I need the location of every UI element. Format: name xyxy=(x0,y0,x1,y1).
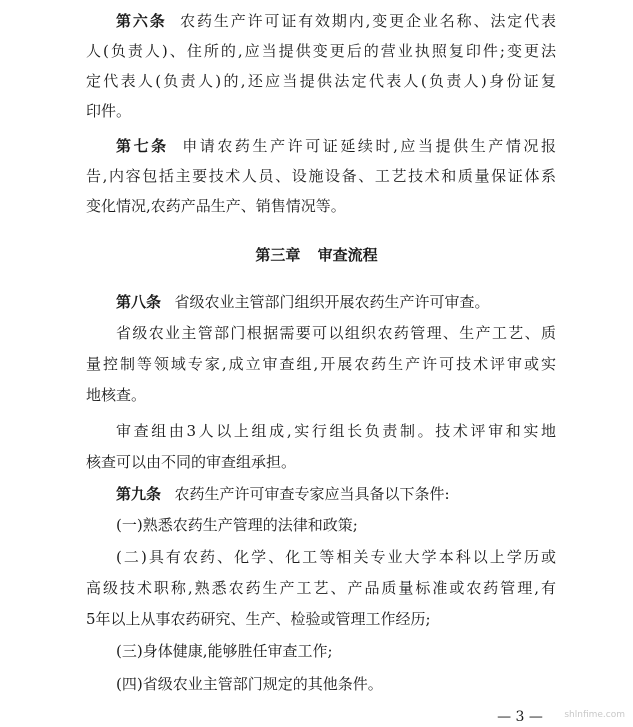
article9-item3: (三)身体健康,能够胜任审查工作; xyxy=(116,642,333,660)
article7-line2: 告,内容包括主要技术人员、设施设备、工艺技术和质量保证体系 xyxy=(86,167,556,185)
article9-line1 xyxy=(116,485,556,503)
article8-title: 第八条 xyxy=(116,293,162,311)
article6-text1: 农药生产许可证有效期内,变更企业名称、法定代表 xyxy=(180,12,556,30)
chapter-heading: 第三章 审查流程 xyxy=(255,246,378,264)
article7-text1: 申请农药生产许可证延续时,应当提供生产情况报 xyxy=(182,137,556,155)
article9-item2-line1: (二)具有农药、化学、化工等相关专业大学本科以上学历或 xyxy=(116,548,556,566)
article7-line3: 变化情况,农药产品生产、销售情况等。 xyxy=(86,197,346,215)
article6-line3: 定代表人(负责人)的,还应当提供法定代表人(负责人)身份证复 xyxy=(86,72,556,90)
article8-para2-line2: 量控制等领域专家,成立审查组,开展农药生产许可技术评审或实 xyxy=(86,355,556,373)
article7-title: 第七条 xyxy=(116,137,169,155)
article8-para2-line1: 省级农业主管部门根据需要可以组织农药管理、生产工艺、质 xyxy=(116,324,556,342)
page-number: — 3 — xyxy=(497,709,543,725)
article9-item2-line3: 5年以上从事农药研究、生产、检验或管理工作经历; xyxy=(86,610,431,628)
article6-line4: 印件。 xyxy=(86,102,132,120)
article8-para2-line3: 地核查。 xyxy=(86,386,147,404)
article6-line1 xyxy=(116,12,556,30)
watermark: shlnfime.com xyxy=(564,710,625,720)
article9-item1: (一)熟悉农药生产管理的法律和政策; xyxy=(116,516,358,534)
article8-line1 xyxy=(116,293,556,311)
article6-title: 第六条 xyxy=(116,12,167,30)
article9-text1: 农药生产许可审查专家应当具备以下条件: xyxy=(174,485,450,503)
article8-para3-line2: 核查可以由不同的审查组承担。 xyxy=(86,453,297,471)
article8-text1: 省级农业主管部门组织开展农药生产许可审查。 xyxy=(174,293,490,311)
article7-line1 xyxy=(116,137,556,155)
article9-item4: (四)省级农业主管部门规定的其他条件。 xyxy=(116,675,383,693)
article9-title: 第九条 xyxy=(116,485,162,503)
article9-item2-line2: 高级技术职称,熟悉农药生产工艺、产品质量标准或农药管理,有 xyxy=(86,579,556,597)
article6-line2: 人(负责人)、住所的,应当提供变更后的营业执照复印件;变更法 xyxy=(86,42,556,60)
article8-para3-line1: 审查组由3人以上组成,实行组长负责制。技术评审和实地 xyxy=(116,422,556,440)
